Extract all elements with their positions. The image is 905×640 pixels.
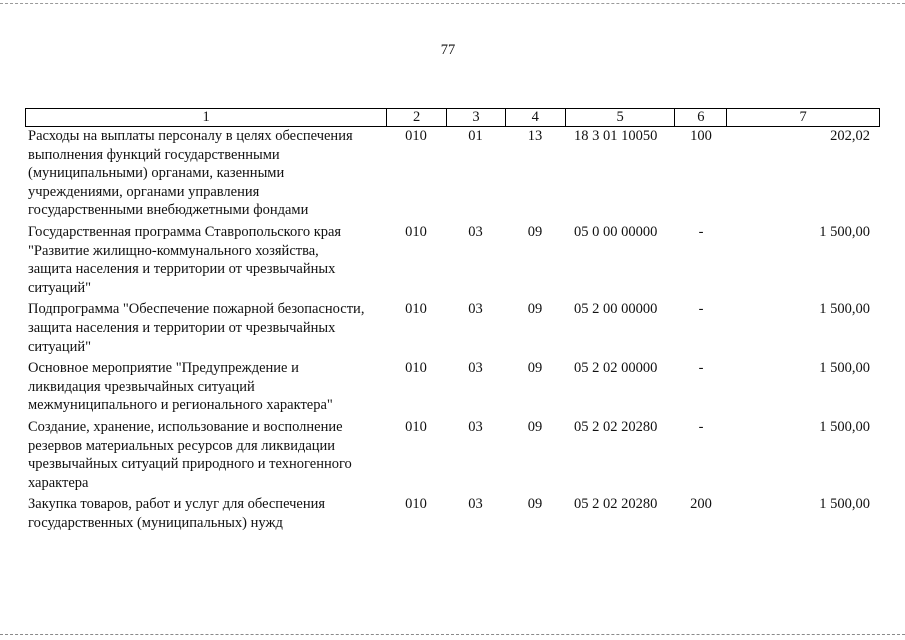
description-line: выполнения функций государственными bbox=[28, 146, 280, 163]
code-cell-6: - bbox=[698, 301, 704, 318]
code-cell-6: - bbox=[698, 418, 704, 435]
description-line: Основное мероприятие "Предупреждение и bbox=[28, 360, 299, 377]
description-line: ликвидация чрезвычайных ситуаций bbox=[28, 378, 255, 395]
table-row bbox=[25, 492, 880, 532]
description-cell bbox=[25, 300, 386, 356]
code-cell-6: - bbox=[698, 360, 704, 377]
code-cell-2: 010 bbox=[405, 496, 427, 513]
description-line: резервов материальных ресурсов для ликвидации bbox=[28, 437, 336, 454]
code-cell-4: 09 bbox=[527, 496, 543, 513]
table-row bbox=[25, 220, 880, 297]
code-cell-5: 18 3 01 10050 bbox=[574, 128, 658, 144]
header-cell-5: 5 bbox=[565, 109, 675, 126]
code-cell-5: 05 0 00 00000 bbox=[574, 223, 658, 240]
header-cell-6: 6 bbox=[674, 109, 726, 126]
description-cell bbox=[25, 495, 386, 532]
amount-cell: 1 500,00 bbox=[819, 496, 870, 513]
description-line: ситуаций" bbox=[28, 338, 92, 355]
amount-cell: 1 500,00 bbox=[819, 418, 870, 435]
header-cell-2: 2 bbox=[386, 109, 446, 126]
code-cell-3: 03 bbox=[468, 496, 483, 513]
description-line: чрезвычайных ситуаций природного и техногенного bbox=[28, 456, 352, 473]
header-cell-3: 3 bbox=[446, 109, 505, 126]
header-cell-4: 4 bbox=[505, 109, 565, 126]
description-line: Расходы на выплаты персоналу в целях обеспечения bbox=[28, 128, 353, 144]
header-cell-1: 1 bbox=[202, 109, 210, 125]
code-cell-2: 010 bbox=[405, 128, 427, 144]
code-cell-2: 010 bbox=[405, 223, 427, 240]
description-line: "Развитие жилищно-коммунального хозяйства, bbox=[28, 242, 319, 259]
code-cell-5: 05 2 00 00000 bbox=[574, 301, 658, 318]
description-line: защита населения и территории от чрезвычайных bbox=[28, 319, 336, 336]
amount-cell: 1 500,00 bbox=[819, 301, 870, 318]
description-line: характера bbox=[28, 474, 89, 491]
code-cell-6: 200 bbox=[690, 496, 712, 513]
code-cell-3: 03 bbox=[468, 418, 483, 435]
code-cell-4: 09 bbox=[527, 301, 543, 318]
code-cell-4: 13 bbox=[527, 128, 543, 144]
code-cell-4: 09 bbox=[527, 360, 543, 377]
table-header-row bbox=[25, 108, 880, 127]
code-cell-3: 01 bbox=[468, 128, 483, 144]
description-line: учреждениями, органами управления bbox=[28, 183, 260, 200]
description-line: Подпрограмма "Обеспечение пожарной безопасности, bbox=[28, 301, 365, 318]
table-row bbox=[25, 415, 880, 492]
description-cell bbox=[25, 223, 386, 297]
description-line: государственных (муниципальных) нужд bbox=[28, 514, 283, 531]
description-line: Создание, хранение, использование и восполнение bbox=[28, 418, 343, 435]
page-number: 77 bbox=[440, 42, 456, 58]
description-line: государственными внебюджетными фондами bbox=[28, 202, 309, 219]
description-line: межмуниципального и регионального характера" bbox=[28, 397, 333, 414]
budget-table bbox=[25, 108, 880, 532]
description-cell bbox=[25, 359, 386, 415]
code-cell-2: 010 bbox=[405, 301, 427, 318]
description-line: ситуаций" bbox=[28, 279, 92, 296]
description-line: Закупка товаров, работ и услуг для обеспечения bbox=[28, 496, 326, 513]
code-cell-5: 05 2 02 20280 bbox=[574, 496, 658, 513]
code-cell-5: 05 2 02 00000 bbox=[574, 360, 658, 377]
code-cell-5: 05 2 02 20280 bbox=[574, 418, 658, 435]
code-cell-3: 03 bbox=[468, 223, 483, 240]
code-cell-4: 09 bbox=[527, 418, 543, 435]
description-line: защита населения и территории от чрезвычайных bbox=[28, 261, 336, 278]
table-row bbox=[25, 356, 880, 415]
code-cell-6: - bbox=[698, 223, 704, 240]
table-row bbox=[25, 127, 880, 220]
description-cell bbox=[25, 127, 386, 220]
code-cell-4: 09 bbox=[527, 223, 543, 240]
code-cell-2: 010 bbox=[405, 360, 427, 377]
table-row bbox=[25, 297, 880, 356]
code-cell-6: 100 bbox=[690, 128, 712, 144]
code-cell-2: 010 bbox=[405, 418, 427, 435]
amount-cell: 1 500,00 bbox=[819, 223, 870, 240]
description-cell bbox=[25, 418, 386, 492]
code-cell-3: 03 bbox=[468, 360, 483, 377]
amount-cell: 202,02 bbox=[830, 128, 870, 144]
code-cell-3: 03 bbox=[468, 301, 483, 318]
description-line: (муниципальными) органами, казенными bbox=[28, 165, 285, 182]
header-cell-7: 7 bbox=[726, 109, 879, 126]
scan-edge-bottom bbox=[0, 634, 905, 635]
scan-edge-top bbox=[0, 3, 905, 4]
amount-cell: 1 500,00 bbox=[819, 360, 870, 377]
description-line: Государственная программа Ставропольского края bbox=[28, 223, 342, 240]
